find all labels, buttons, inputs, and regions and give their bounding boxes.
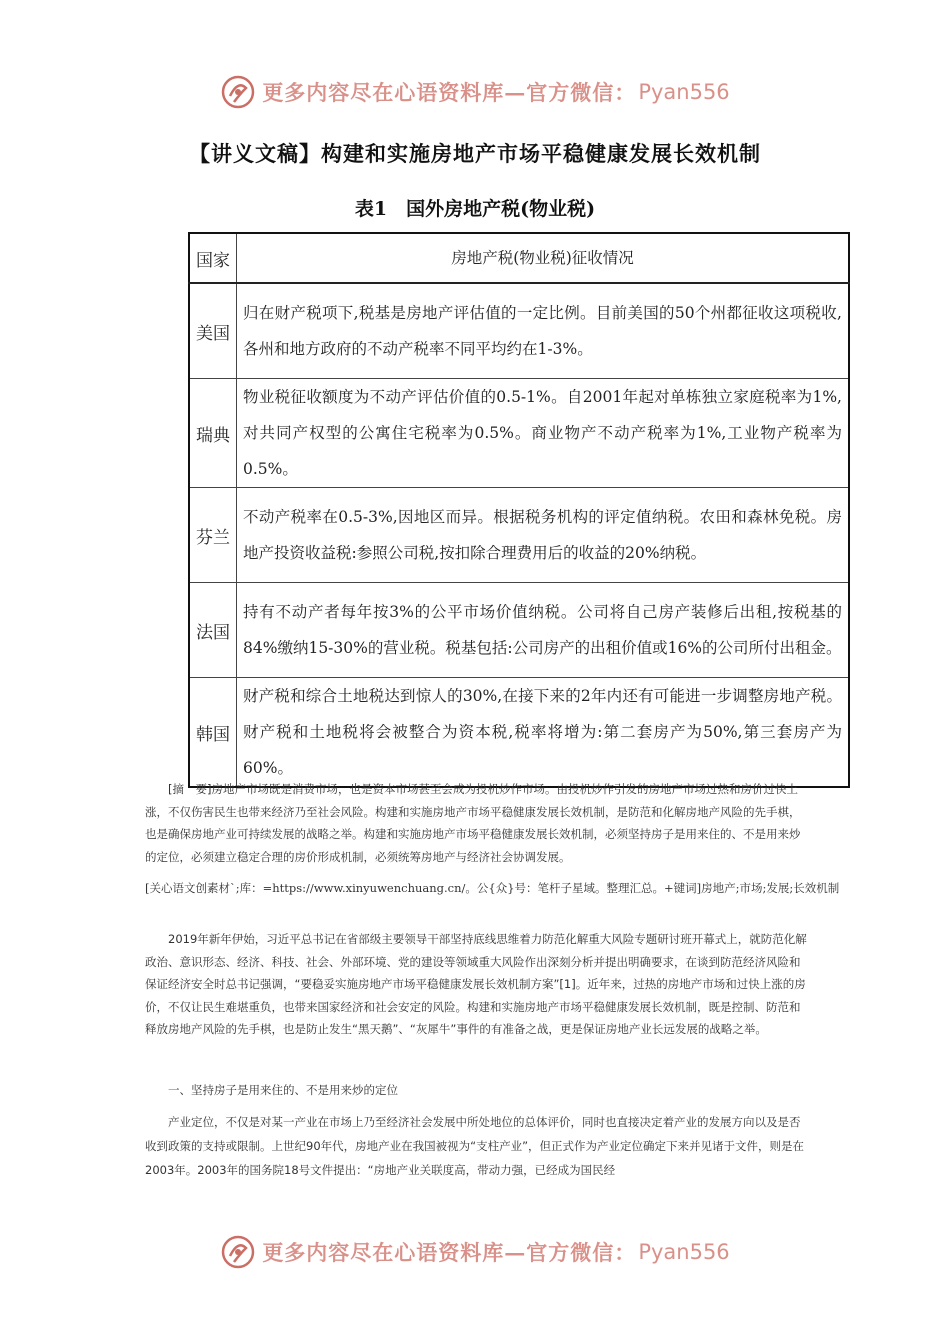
description-cell: 归在财产税项下,税基是房地产评估值的一定比例。目前美国的50个州都征收这项税收,各州和地方政府的不动产税率不同平均约在1-3%。 [237, 283, 850, 379]
footer-banner [0, 1232, 950, 1272]
brand-logo-icon [220, 1234, 256, 1270]
table-header-row [189, 233, 849, 283]
banner-text: 更多内容尽在心语资料库—官方微信： [262, 80, 637, 105]
header-description: 房地产税(物业税)征收情况 [237, 233, 850, 283]
property-tax-table [188, 232, 850, 788]
description-cell: 不动产税率在0.5-3%,因地区而异。根据税务机构的评定值纳税。农田和森林免税。房地产投资收益税:参照公司税,按扣除合理费用后的收益的20%纳税。 [237, 488, 850, 583]
document-title: 【讲义文稿】构建和实施房地产市场平稳健康发展长效机制 [189, 142, 761, 166]
table-caption: 表1 国外房地产税(物业税) [354, 198, 596, 220]
banner-wechat-id: Pyan556 [638, 1240, 730, 1264]
banner-text: 更多内容尽在心语资料库—官方微信： [262, 1240, 637, 1265]
country-cell: 芬兰 [189, 488, 237, 583]
keywords: [关心语文创素材`;库：=https://www.xinyuwenchuang.cn/。公{众}号：笔杆子星域。整理汇总。+键词]房地产;市场;发展;长效机制 [145, 881, 840, 895]
country-cell: 美国 [189, 283, 237, 379]
description-cell: 持有不动产者每年按3%的公平市场价值纳税。公司将自己房产装修后出租,按税基的84%缴纳15-30%的营业税。税基包括:公司房产的出租价值或16%的公司所付出租金。 [237, 583, 850, 678]
table-row [189, 488, 849, 583]
header-country: 国家 [189, 233, 237, 283]
section-heading: 一、坚持房子是用来住的、不是用来炒的定位 [168, 1083, 398, 1097]
abstract: [摘 要]房地产市场既是消费市场，也是资本市场甚至会成为投机炒作市场。由投机炒作引发的房地产市场过热和房价过快上涨，不仅伤害民生也带来经济乃至社会风险。构建和实施房地产市场平稳健康发展长效机制，是防范和化解房地产风险的先手棋，也是确保房地产业可持续发展的战略之举。构建和实施房地产市场平稳健康发展长效机制，必须坚持房子是用来住的、不是用来炒的定位，必须建立稳定合理的房价形成机制，必须统筹房地产与经济社会协调发展。 [145, 782, 801, 864]
country-cell: 法国 [189, 583, 237, 678]
table-row [189, 283, 849, 379]
country-cell: 瑞典 [189, 379, 237, 488]
brand-logo-icon [220, 74, 256, 110]
table-row [189, 379, 849, 488]
description-cell: 物业税征收额度为不动产评估价值的0.5-1%。自2001年起对单栋独立家庭税率为1%,对共同产权型的公寓住宅税率为0.5%。商业物产不动产税率为1%,工业物产税率为0.5%。 [237, 379, 850, 488]
paragraph-intro: 2019年新年伊始，习近平总书记在省部级主要领导干部坚持底线思维着力防范化解重大风险专题研讨班开幕式上，就防范化解政治、意识形态、经济、科技、社会、外部环境、党的建设等领域重大风险作出深刻分析并提出明确要求，在谈到防范经济风险和保证经济安全时总书记强调，“要稳妥实施房地产市场平稳健康发展长效机制方案”[1]。近年来，过热的房地产市场和过快上涨的房价，不仅让民生难堪重负，也带来国家经济和社会安定的风险。构建和实施房地产市场平稳健康发展长效机制，既是控制、防范和释放房地产风险的先手棋，也是防止发生“黑天鹅”、“灰犀牛”事件的有准备之战，更是保证房地产业长远发展的战略之举。 [145, 932, 807, 1036]
table-row [189, 583, 849, 678]
country-cell: 韩国 [189, 678, 237, 788]
header-banner [0, 72, 950, 112]
paragraph-body: 产业定位，不仅是对某一产业在市场上乃至经济社会发展中所处地位的总体评价，同时也直接决定着产业的发展方向以及是否收到政策的支持或限制。上世纪90年代，房地产业在我国被视为“支柱产业”，但正式作为产业定位确定下来并见诸于文件，则是在2003年。2003年的国务院18号文件提出：“房地产业关联度高，带动力强，已经成为国民经 [145, 1115, 805, 1177]
banner-wechat-id: Pyan556 [638, 80, 730, 104]
description-cell: 财产税和综合土地税达到惊人的30%,在接下来的2年内还有可能进一步调整房地产税。财产税和土地税将会被整合为资本税,税率将增为:第二套房产为50%,第三套房产为60%。 [237, 678, 850, 788]
table-row [189, 678, 849, 788]
